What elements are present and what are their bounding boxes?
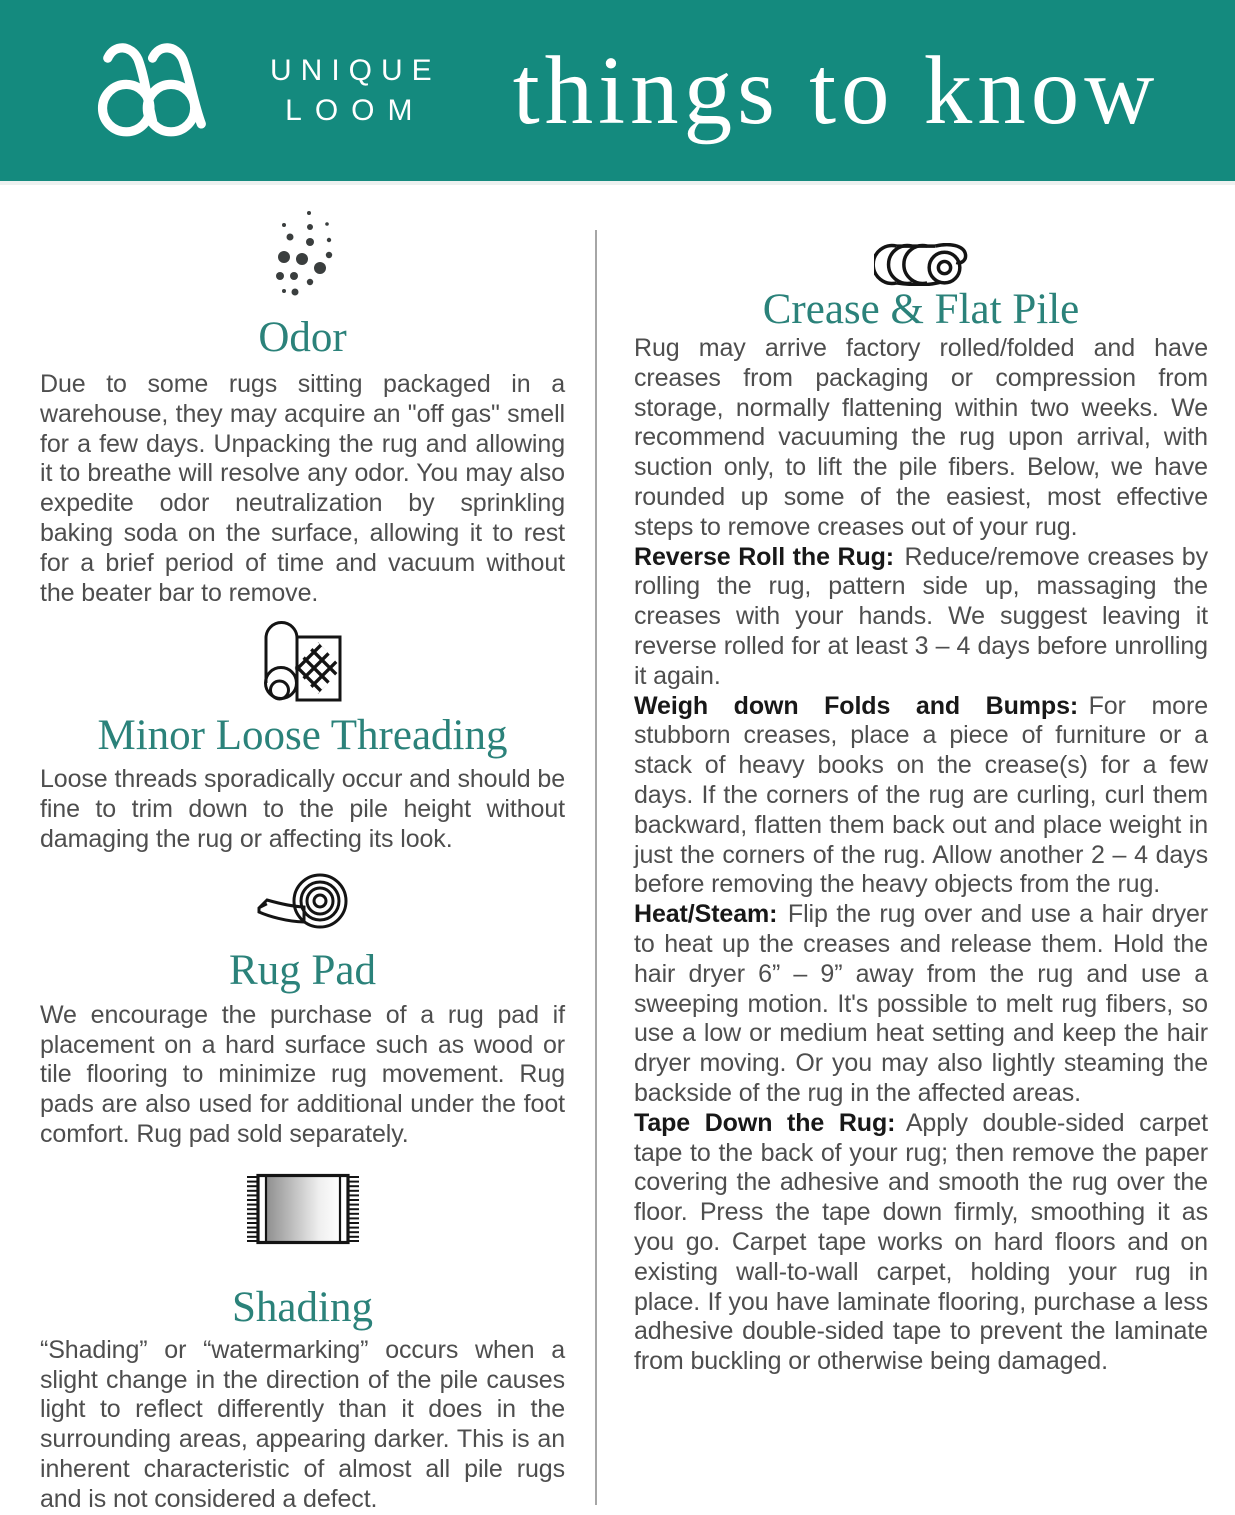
section-heading-minor-loose-threading: Minor Loose Threading [97, 712, 508, 760]
page-title: things to know [512, 37, 1160, 144]
section-shading [40, 1172, 565, 1515]
section-body-minor-loose-threading: Loose threads sporadically occur and should be fine to trim down to the pile height without damaging the rug or affecting its look. [40, 765, 565, 853]
tip-reverse-roll [634, 543, 1208, 692]
tip-tape-down-text: Apply double-sided carpet tape to the back of your rug; then remove the paper covering the adhesive and smooth the rug over the floor. Press the tape down firmly, smoothing it as you go. Carpet tape works on hard floors and on existing wall-to-wall carpet, holding your rug in place. If you have laminate flooring, purchase a less adhesive double-sided tape to prevent the laminate from buckling or otherwise being damaged. [634, 1108, 1209, 1376]
section-rug-pad [40, 871, 565, 1150]
odor-dots-icon [272, 205, 334, 300]
tip-tape-down [634, 1109, 1208, 1377]
tip-heat-steam [634, 900, 1208, 1109]
crease-intro-text: Rug may arrive factory rolled/folded and have creases from packaging or compression from storage, normally flattening within two weeks. We recommend vacuuming the rug upon arrival, with suction only, to lift the pile fibers. Below, we have rounded up some of the easiest, most effective steps to remove creases out of your rug. [634, 334, 1208, 541]
brand-name-line2: LOOM [285, 93, 426, 127]
unique-loom-logo-icon [92, 37, 250, 145]
crease-roll-icon [874, 243, 968, 286]
tip-weigh-down-text: For more stubborn creases, place a piece of furniture or a stack of heavy books on the crease(s) for a few days. If the corners of the rug are curling, curl them backward, flatten them back out and place weight in just the corners of the rug. Allow another 2 – 4 days before removing the heavy objects from the rug. [634, 691, 1208, 899]
section-heading-shading: Shading [232, 1283, 373, 1331]
brand-name [270, 51, 441, 130]
brand-lockup [92, 37, 441, 145]
rug-pad-roll-icon [257, 871, 349, 931]
rolled-rug-icon [264, 620, 342, 702]
section-body-shading: “Shading” or “watermarking” occurs when a slight change in the direction of the pile causes light to reflect differently than it does in the surrounding areas, appearing darker. This is an inherent characteristic of almost all pile rugs and is not considered a defect. [40, 1335, 565, 1513]
tip-tape-down-label: Tape Down the Rug: [634, 1108, 896, 1137]
section-minor-loose-threading [40, 620, 565, 854]
tip-heat-steam-text: Flip the rug over and use a hair dryer to heat up the creases and release them. Hold the hair dryer 6” – 9” away from the rug and use a sweeping motion. It's possible to melt rug fibers, so use a low or medium heat setting and keep the hair dryer moving. Or you may also lightly steaming the backside of the rug in the affected areas. [634, 900, 1208, 1107]
column-divider [595, 230, 597, 1505]
brand-name-line1: UNIQUE [270, 53, 441, 87]
tip-weigh-down [634, 692, 1208, 901]
tip-reverse-roll-text: Reduce/remove creases by rolling the rug, pattern side up, massaging the creases with your hands. We suggest leaving it reverse rolled for at least 3 – 4 days before unrolling it again. [634, 542, 1208, 690]
tip-heat-steam-label: Heat/Steam: [634, 900, 778, 929]
shaded-rug-icon [247, 1172, 359, 1246]
tip-reverse-roll-label: Reverse Roll the Rug: [634, 542, 895, 571]
section-body-rug-pad: We encourage the purchase of a rug pad if placement on a hard surface such as wood or tile flooring to minimize rug movement. Rug pads are also used for additional under the foot comfort. Rug pad sold separately. [40, 1000, 565, 1148]
section-heading-rug-pad: Rug Pad [229, 946, 376, 994]
section-body-odor: Due to some rugs sitting packaged in a warehouse, they may acquire an "off gas" smell for a few days. Unpacking the rug and allowing it to breathe will resolve any odor. You may also expedite odor neutralization by sprinkling baking soda on the surface, allowing it to rest for a brief period of time and vacuum without the beater bar to remove. [40, 370, 565, 607]
section-heading-odor: Odor [258, 314, 347, 361]
section-heading-crease-flat-pile: Crease & Flat Pile [762, 286, 1080, 333]
content-columns [0, 185, 1235, 1515]
left-column [0, 185, 596, 1515]
right-column [596, 185, 1235, 1515]
tip-weigh-down-label: Weigh down Folds and Bumps: [634, 691, 1079, 720]
header-banner [0, 0, 1235, 185]
section-odor [40, 205, 565, 608]
